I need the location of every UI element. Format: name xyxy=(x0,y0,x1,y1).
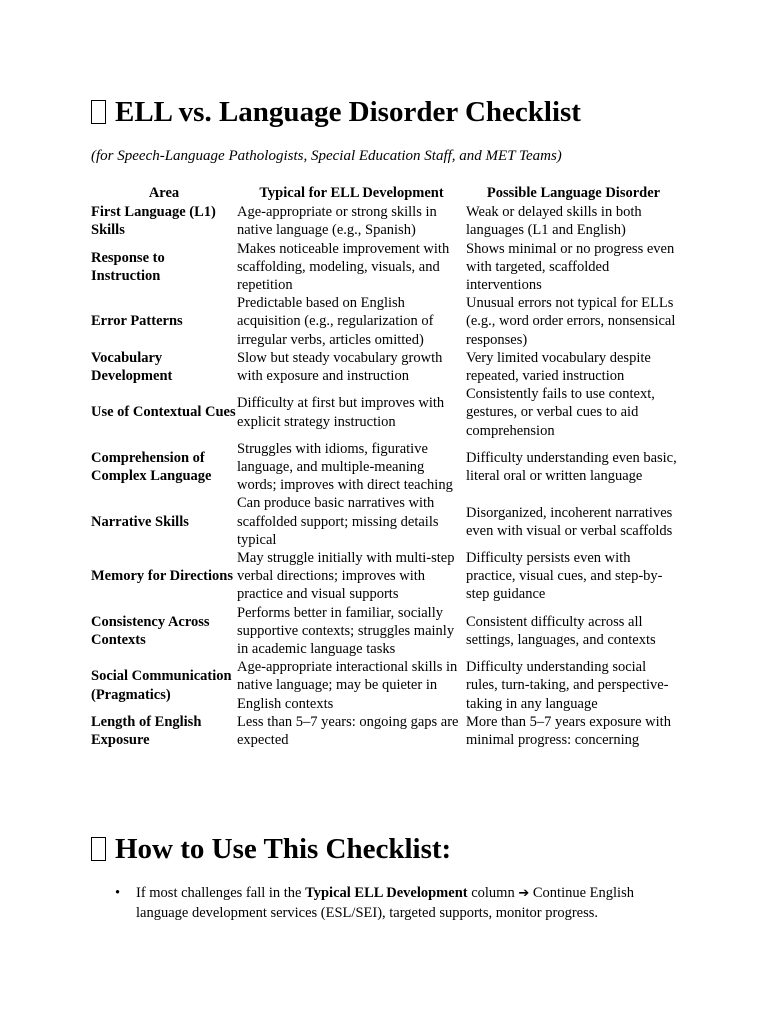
row-disorder: Difficulty understanding social rules, turn-taking, and perspective-taking in any language xyxy=(466,659,669,712)
row-disorder: Very limited vocabulary despite repeated, varied instruction xyxy=(466,349,651,385)
row-ell: May struggle initially with multi-step verbal directions; improves with practice and visual supports xyxy=(237,550,455,603)
table-header-row xyxy=(91,184,681,203)
section-heading-text: How to Use This Checklist: xyxy=(115,833,452,865)
row-ell: Difficulty at first but improves with explicit strategy instruction xyxy=(237,395,445,430)
box-glyph-icon xyxy=(91,100,106,124)
arrow-right-icon: ➔ xyxy=(518,886,530,901)
row-area: Comprehension of Complex Language xyxy=(91,449,212,485)
table-row xyxy=(91,604,681,659)
row-area: Social Communication (Pragmatics) xyxy=(91,668,232,703)
row-disorder: More than 5–7 years exposure with minimal progress: concerning xyxy=(466,713,671,749)
row-ell: Can produce basic narratives with scaffolded support; missing details typical xyxy=(237,495,439,548)
table-row xyxy=(91,203,681,239)
table-row xyxy=(91,713,681,749)
subtitle: (for Speech-Language Pathologists, Special Education Staff, and MET Teams) xyxy=(91,148,562,164)
table-row xyxy=(91,349,681,385)
column-header-disorder: Possible Language Disorder xyxy=(486,185,661,201)
howto-text-mid: column xyxy=(467,885,519,901)
row-ell: Age-appropriate or strong skills in native language (e.g., Spanish) xyxy=(237,204,437,239)
row-disorder: Disorganized, incoherent narratives even with visual or verbal scaffolds xyxy=(466,504,673,539)
row-ell: Performs better in familiar, socially supportive contexts; struggles mainly in academic language tasks xyxy=(237,604,455,658)
checklist-table xyxy=(91,184,681,749)
row-disorder: Shows minimal or no progress even with targeted, scaffolded interventions xyxy=(466,240,675,294)
row-area: Length of English Exposure xyxy=(91,713,202,749)
row-disorder: Unusual errors not typical for ELLs (e.g., word order errors, nonsensical responses) xyxy=(466,295,676,348)
howto-text-bold: Typical ELL Development xyxy=(305,885,468,901)
row-disorder: Difficulty persists even with practice, visual cues, and step-by-step guidance xyxy=(466,550,663,603)
page-title xyxy=(91,95,581,129)
table-row xyxy=(91,240,681,295)
row-ell: Struggles with idioms, figurative language, and multiple-meaning words; improves with direct teaching xyxy=(237,440,453,494)
table-row xyxy=(91,385,681,440)
row-area: First Language (L1) Skills xyxy=(91,204,216,239)
row-area: Error Patterns xyxy=(91,313,183,330)
row-area: Memory for Directions xyxy=(91,568,233,585)
table-row xyxy=(91,494,681,549)
howto-text-pre: If most challenges fall in the xyxy=(136,885,306,901)
row-ell: Slow but steady vocabulary growth with exposure and instruction xyxy=(237,349,443,385)
row-ell: Predictable based on English acquisition (e.g., regularization of irregular verbs, articles omitted) xyxy=(237,295,434,348)
column-header-ell: Typical for ELL Development xyxy=(259,185,444,201)
row-disorder: Difficulty understanding even basic, literal oral or written language xyxy=(466,449,677,485)
row-ell: Makes noticeable improvement with scaffolding, modeling, visuals, and repetition xyxy=(237,240,450,294)
row-disorder: Consistent difficulty across all settings, languages, and contexts xyxy=(466,613,656,648)
list-item xyxy=(91,884,676,922)
row-area: Response to Instruction xyxy=(91,249,165,284)
row-ell: Age-appropriate interactional skills in native language; may be quieter in English contexts xyxy=(237,659,458,712)
column-header-area: Area xyxy=(148,185,180,201)
table-row xyxy=(91,658,681,713)
row-area: Narrative Skills xyxy=(91,513,189,530)
howto-list xyxy=(91,884,676,922)
table-row xyxy=(91,294,681,349)
page-title-text: ELL vs. Language Disorder Checklist xyxy=(115,96,581,128)
section-heading-howto xyxy=(91,832,451,866)
row-area: Vocabulary Development xyxy=(91,349,173,385)
row-area: Use of Contextual Cues xyxy=(91,404,236,421)
table-row xyxy=(91,440,681,495)
bullet-icon: • xyxy=(115,885,121,901)
table-row xyxy=(91,549,681,604)
howto-text-post: Continue English language development services (ESL/SEI), targeted supports, monitor progress. xyxy=(136,885,634,921)
box-glyph-icon xyxy=(91,837,106,861)
row-disorder: Weak or delayed skills in both languages (L1 and English) xyxy=(466,204,642,239)
row-ell: Less than 5–7 years: ongoing gaps are expected xyxy=(237,713,459,749)
row-disorder: Consistently fails to use context, gestures, or verbal cues to aid comprehension xyxy=(466,386,655,439)
row-area: Consistency Across Contexts xyxy=(91,613,210,648)
